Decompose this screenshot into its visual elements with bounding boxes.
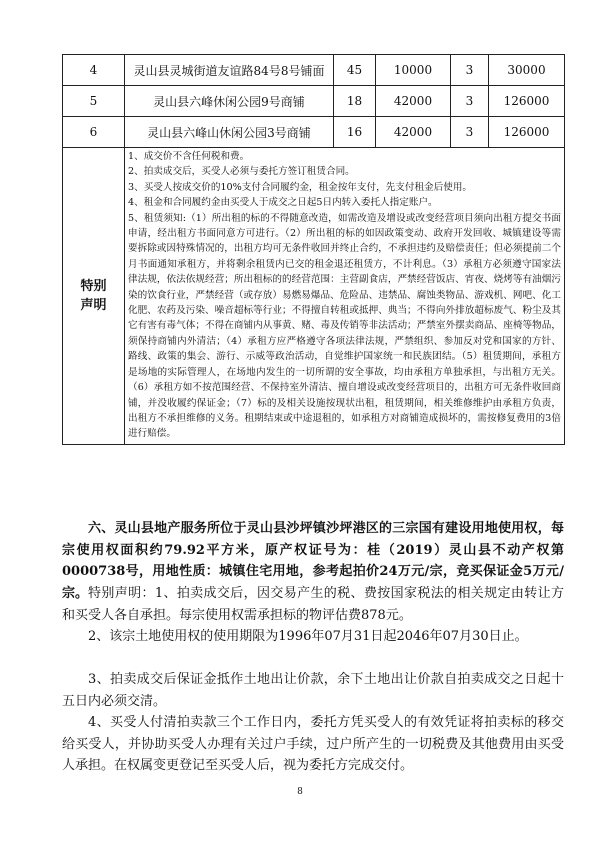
row-location: 灵山县六峰休闲公园9号商铺: [125, 86, 334, 117]
row-area: 16: [334, 117, 376, 148]
table-row: [63, 55, 565, 86]
section-6-paragraph-4: 4、买受人付清拍卖款三个工作日内，委托方凭买受人的有效凭证将拍卖标的移交给买受人，并协助买受人办理有关过户手续，过户所产生的一切税费及其他费用由买受人承担。在权属变更登记至买受人后，视为委托方完成交付。: [62, 715, 564, 773]
notes-row: [63, 148, 565, 445]
row-years: 3: [451, 55, 489, 86]
row-area: 45: [334, 55, 376, 86]
row-location: 灵山县灵城街道友谊路84号8号铺面: [125, 55, 334, 86]
notes-body: [125, 148, 565, 445]
row-rent: 10000: [376, 55, 451, 86]
section-6-paragraph-1: 特别声明：1、拍卖成交后，因交易产生的税、费按国家税法的相关规定由转让方和买受人各自承担。每宗使用权需承担标的物评估费878元。: [62, 586, 564, 623]
note-item: 5、租赁须知:（1）所出租的标的不得随意改造，如需改造及增设或改变经营项目须向出租方提交书面申请，经出租方书面同意方可进行。（2）所出租的标的如因政策变动、政府开发回收、城镇建设等需要拆除或因特殊情况的，出租方均可无条件收回并终止合约，不承担违约及赔偿责任；但必须提前二个月书面通知承租方，并将剩余租赁内已交的租金退还租赁方，不计利息。（3）承租方必须遵守国家法律法规，依法依规经营；所出租标的的经营范围：主营副食店，严禁经营饭店、宵夜、烧烤等有油烟污染的饮食行业，严禁经营（或存放）易燃易爆品、危险品、违禁品、腐蚀类物品、游戏机、网吧、化工化肥、农药及污染、噪音超标等行业；不得擅自转租或抵押、典当；不得向外排放超标废气、粉尘及其它有害有毒气体；不得在商铺内从事黄、赌、毒及传销等非法活动；严禁室外摆卖商品、座椅等物品，须保持商铺内外清洁；（4）承租方应严格遵守各项法律法规，严禁组织、参加反对党和国家的方针、路线、政策的集会、游行、示威等政治活动，自觉维护国家统一和民族团结。（5）租赁期间，承租方是场地的实际管理人，在场地内发生的一切所谓的安全事故，均由承租方单独承担，与出租方无关。（6）承租方如不按范围经营、不保持室外清洁、擅自增设或改变经营项目的，出租方可无条件收回商铺，并没收履约保证金；（7）标的及相关设施按现状出租，租赁期间，相关维修维护由承租方负责，出租方不承担维修的义务。租期结束或中途退租的，如承租方对商铺造成损坏的，需按修复费用的3倍进行赔偿。: [128, 212, 561, 440]
notes-label: 特别声明: [63, 148, 125, 445]
row-total: 30000: [489, 55, 565, 86]
note-item: 2、拍卖成交后，买受人必须与委托方签订租赁合同。: [128, 166, 355, 178]
section-6-heading: 六、灵山县地产服务所位于灵山县沙坪镇沙坪港区的三宗国有建设用地使用权，每宗使用权面积约79.92平方米，原产权证号为：桂（2019）灵山县不动产权第0000738号，用地性质：城镇住宅用地，参考起拍价24万元/宗，竞买保证金5万元/宗。: [62, 521, 564, 601]
row-years: 3: [451, 117, 489, 148]
table-row: [63, 117, 565, 148]
row-rent: 42000: [376, 86, 451, 117]
row-total: 126000: [489, 117, 565, 148]
row-location: 灵山县六峰山休闲公园3号商铺: [125, 117, 334, 148]
page-number: 8: [297, 787, 303, 797]
row-total: 126000: [489, 86, 565, 117]
row-number: 4: [63, 55, 125, 86]
auction-table: [62, 54, 565, 445]
row-area: 18: [334, 86, 376, 117]
section-6-paragraph-3: 3、拍卖成交后保证金抵作土地出让价款，余下土地出让价款自拍卖成交之日起十五日内必须交清。: [62, 672, 564, 709]
row-number: 6: [63, 117, 125, 148]
note-item: 1、成交价不含任何税和费。: [128, 151, 250, 162]
table-row: [63, 86, 565, 117]
row-number: 5: [63, 86, 125, 117]
row-years: 3: [451, 86, 489, 117]
section-6-paragraph-2: 2、该宗土地使用权的使用期限为1996年07月31日起2046年07月30日止。: [88, 629, 528, 644]
note-item: 4、租金和合同履约金由买受人于成交之日起5日内转入委托人指定账户。: [128, 197, 438, 209]
note-item: 3、买受人按成交价的10%支付合同履约金，租金按年支付，先支付租金后使用。: [128, 181, 473, 193]
row-rent: 42000: [376, 117, 451, 148]
